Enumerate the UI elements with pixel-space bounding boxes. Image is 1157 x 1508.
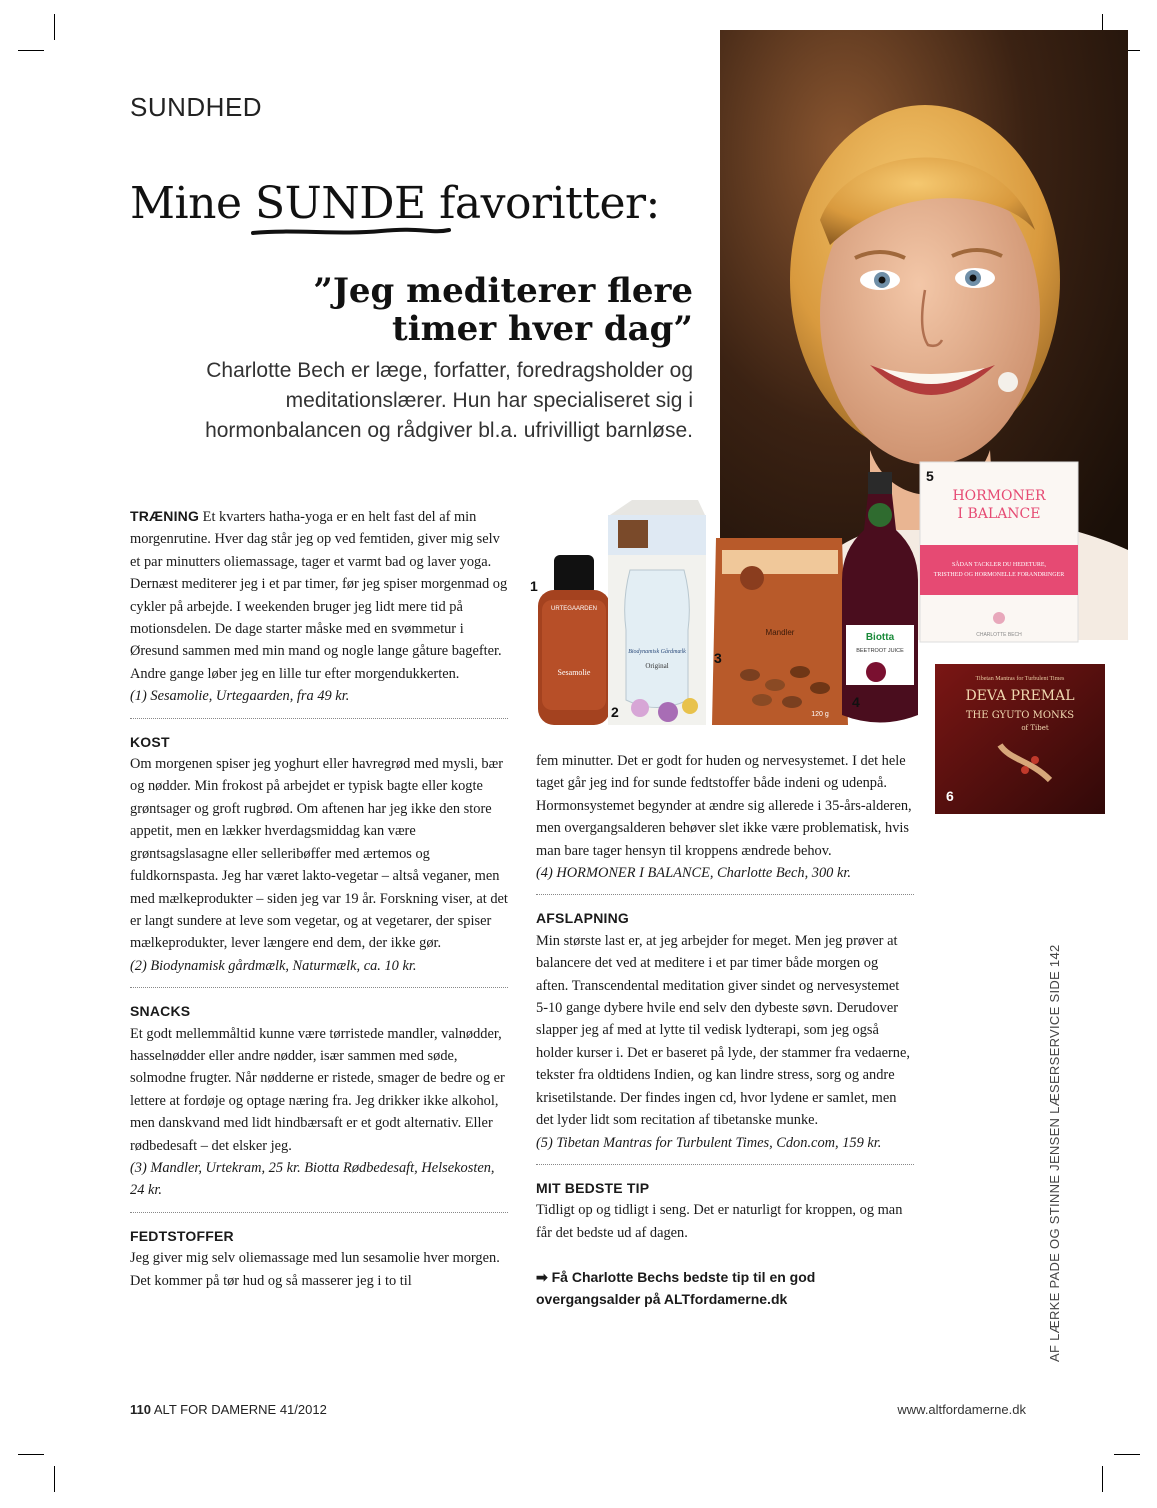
training-paragraph bbox=[130, 505, 508, 685]
sesame-oil-bottle bbox=[538, 555, 610, 725]
product-number-4: 4 bbox=[852, 694, 860, 710]
product-number-6: 6 bbox=[946, 788, 954, 804]
cd-with: THE GYUTO MONKS bbox=[965, 710, 1075, 721]
book-title: HORMONER bbox=[952, 488, 1046, 504]
book-sub-2: TRISTHED OG HORMONELLE FORANDRINGER bbox=[933, 572, 1065, 578]
crop-mark bbox=[18, 1454, 44, 1455]
dotted-divider bbox=[536, 1164, 914, 1165]
beetroot-juice-bottle bbox=[842, 472, 918, 723]
kost-body: Om morgenen spiser jeg yoghurt eller havregrød med mysli, bær og nødder. Min frokost på arbejdet er typisk bagte eller kogte grøntsager og groft rugbrød. Om aftenen har jeg ikke den store appetit, men en lækker hverdagsmiddag kan være grøntsagslasagne eller selleribøffer med ærtemos og fuldkornspasta. Jeg har været lakto-vegetar – altså veganer, men med mælkeprodukter – siden jeg var 19 år. Forskning viser, at det er langt sundere at leve som vegetar, og at vegetarer, der spiser mælkeprodukter, lever længere end dem, der ikke gør. bbox=[130, 756, 508, 952]
juice-brand: Biotta bbox=[865, 632, 895, 643]
juice-label: BEETROOT JUICE bbox=[856, 648, 904, 654]
author-credit: AF LÆRKE PADE OG STINNE JENSEN LÆSERSERVICE SIDE 142 bbox=[1047, 944, 1062, 1362]
product-number-2: 2 bbox=[611, 704, 619, 720]
tip-body: Tidligt op og tidligt i seng. Det er naturligt for kroppen, og man får det bedste ud af dagen. bbox=[536, 1202, 903, 1241]
product-number-3: 3 bbox=[714, 650, 722, 666]
kost-caption: (2) Biodynamisk gårdmælk, Naturmælk, ca. 10 kr. bbox=[130, 957, 417, 974]
kost-heading: KOST bbox=[130, 733, 170, 750]
crop-mark bbox=[18, 50, 44, 51]
fedt-heading: FEDTSTOFFER bbox=[130, 1227, 234, 1244]
fedt-caption: (4) HORMONER I BALANCE, Charlotte Bech, 300 kr. bbox=[536, 865, 851, 882]
fedt-body: Jeg giver mig selv oliemassage med lun sesamolie hver morgen. Det kommer på tør hud og så masserer jeg i to til bbox=[130, 1250, 500, 1289]
relax-heading: AFSLAPNING bbox=[536, 910, 629, 927]
almond-bag bbox=[712, 538, 848, 725]
magazine-issue: ALT FOR DAMERNE 41/2012 bbox=[153, 1402, 327, 1417]
brush-underline bbox=[251, 225, 451, 239]
footer-left bbox=[130, 1402, 327, 1417]
product-number-1: 1 bbox=[530, 578, 538, 594]
crop-mark bbox=[1114, 1454, 1140, 1455]
cd-top: Tibetan Mantras for Turbulent Times bbox=[975, 676, 1065, 682]
cd-cover bbox=[935, 664, 1105, 814]
page-title bbox=[130, 178, 660, 229]
tip-link[interactable] bbox=[536, 1266, 914, 1310]
tip-heading: MIT BEDSTE TIP bbox=[536, 1179, 650, 1196]
training-body: Et kvarters hatha-yoga er en helt fast del af min morgenrutine. Hver dag står jeg op ved femtiden, giver mig selv et par minutters oliemassage, tager et varmt bad og laver yoga. Dernæst mediterer jeg i et par timer, før jeg spiser morgenmad og cykler på arbejde. I weekenden bruger jeg lidt mere tid på motionsdelen. De dage starter måske med en svømmetur i Øresund sammen med min mand og nogle lange gåture bagefter. Andre gange løber jeg en lille tur efter morgendukkerten. bbox=[130, 509, 508, 682]
title-highlight-text: SUNDE bbox=[255, 178, 426, 229]
relax-caption: (5) Tibetan Mantras for Turbulent Times, Cdon.com, 159 kr. bbox=[536, 1134, 882, 1151]
title-after: favoritter: bbox=[425, 178, 660, 229]
fedt-continued: fem minutter. Det er godt for huden og nervesystemet. I det hele taget går jeg ind for sunde fedtstoffer både indeni og udenpå. Hormonsystemet begynder at ændre sig allerede i 35-års-alderen, men overgangsalderen behøver slet ikke være problematisk, hvis man bare tager hensyn til kroppens ændrede behov. bbox=[536, 753, 912, 859]
product-number-5: 5 bbox=[926, 468, 934, 484]
section-label: SUNDHED bbox=[130, 92, 263, 122]
middle-column bbox=[536, 750, 914, 1310]
title-before: Mine bbox=[130, 178, 255, 229]
pull-quote: ”Jeg mediterer flere timer hver dag” bbox=[313, 271, 693, 349]
snacks-caption: (3) Mandler, Urtekram, 25 kr. Biotta Rødbedesaft, Helsekosten, 24 kr. bbox=[130, 1159, 495, 1199]
cd-artist: DEVA PREMAL bbox=[965, 688, 1075, 704]
title-highlight bbox=[255, 178, 426, 229]
training-heading: TRÆNING bbox=[130, 508, 200, 524]
footer-url[interactable]: www.altfordamerne.dk bbox=[897, 1402, 1026, 1417]
crop-mark bbox=[1102, 1466, 1103, 1492]
training-caption: (1) Sesamolie, Urtegaarden, fra 49 kr. bbox=[130, 688, 350, 705]
book-title-2: I BALANCE bbox=[957, 506, 1041, 522]
milk-sub: Original bbox=[645, 662, 669, 670]
page-number: 110 bbox=[130, 1402, 151, 1417]
almond-weight: 120 g bbox=[811, 711, 829, 718]
snacks-body: Et godt mellemmåltid kunne være tørristede mandler, valnødder, hasselnødder eller andre nødder, især sammen med søde, solmodne frugter. Når nødderne er ristede, smager de bedre og er lettere at fordøje og optage næring fra. Jeg drikker ikke alkohol, men danskvand med lidt hindbærsaft er et godt alternativ. Eller rødbedesaft – det elsker jeg. bbox=[130, 1025, 505, 1154]
milk-label: Biodynamisk Gårdmælk bbox=[628, 649, 686, 655]
dotted-divider bbox=[130, 987, 508, 988]
dotted-divider bbox=[130, 1212, 508, 1213]
intro-text: Charlotte Bech er læge, forfatter, foredragsholder og meditationslærer. Hun har specialiseret sig i hormonbalancen og rådgiver bl.a. ufrivilligt barnløse. bbox=[205, 359, 693, 442]
dotted-divider bbox=[536, 894, 914, 895]
almond-label: Mandler bbox=[765, 628, 795, 637]
crop-mark bbox=[54, 1466, 55, 1492]
book-cover bbox=[920, 462, 1078, 642]
book-author: CHARLOTTE BECH bbox=[976, 632, 1022, 638]
book-sub: SÅDAN TACKLER DU HEDETURE, bbox=[951, 562, 1047, 568]
relax-body: Min største last er, at jeg arbejder for meget. Men jeg prøver at balancere det ved at meditere i et par timer både morgen og aften. Transcendental meditation giver sindet og nervesystemet 5-10 gange dybere hvile end selv den dybeste søvn. Derudover slapper jeg af med at lytte til vedisk lydterapi, som jeg også holder kurser i. Det er baseret på lyde, der stammer fra vedaerne, tekster fra oldtidens Indien, og kan lindre stress, sorg og andre krisetilstande. Der findes ingen cd, hvor lydene er samlet, men det lyder lidt som recitation af tibetanske munke. bbox=[536, 932, 910, 1129]
milk-carton bbox=[608, 500, 706, 725]
dotted-divider bbox=[130, 718, 508, 719]
crop-mark bbox=[54, 14, 55, 40]
oil-label: Sesamolie bbox=[557, 668, 591, 677]
cd-of: of Tibet bbox=[1021, 724, 1049, 732]
arrow-right-icon: ➡ bbox=[536, 1269, 552, 1286]
tip-link-text[interactable]: Få Charlotte Bechs bedste tip til en god overgangsalder på ALTfordamerne.dk bbox=[536, 1269, 816, 1308]
left-column bbox=[130, 505, 508, 1292]
snacks-heading: SNACKS bbox=[130, 1003, 191, 1020]
oil-brand: URTEGAARDEN bbox=[551, 606, 597, 612]
